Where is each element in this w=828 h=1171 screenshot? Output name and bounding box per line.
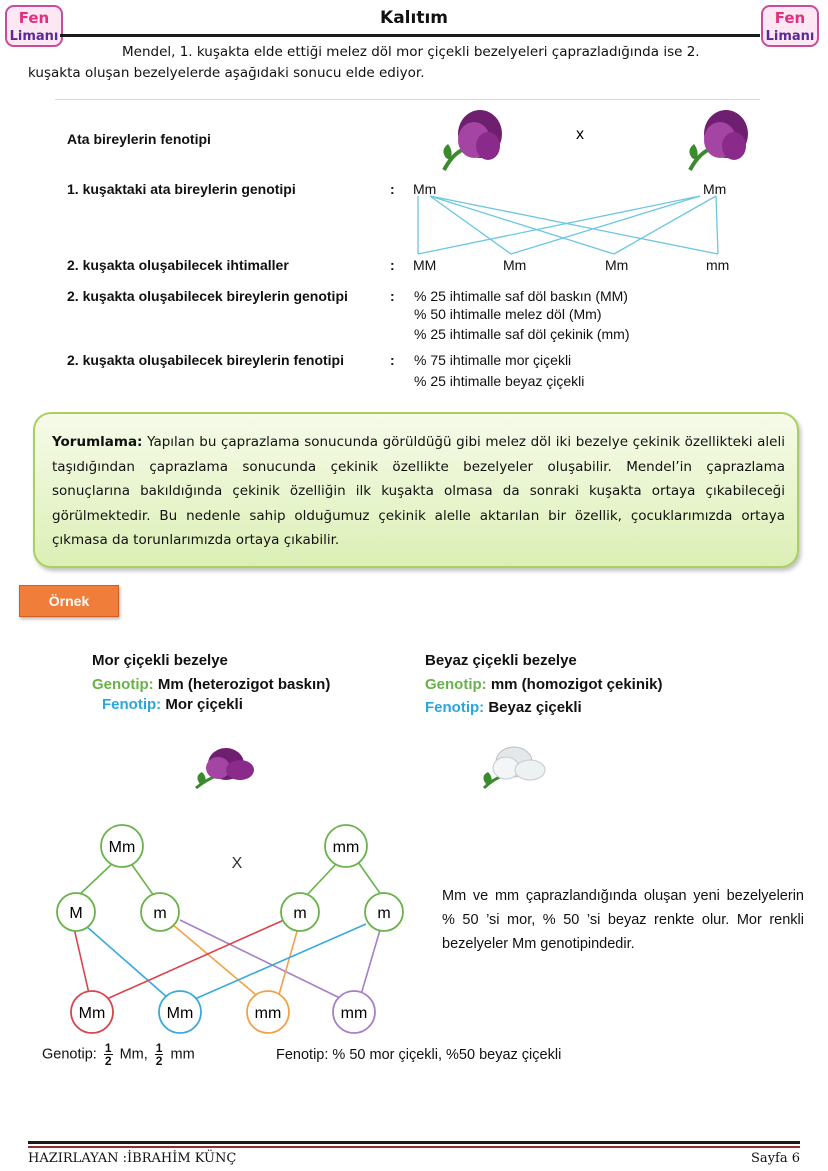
page-title: Kalıtım (380, 8, 448, 28)
logo-text-top: Fen (774, 9, 806, 27)
genotip-label: Genotip: (92, 676, 154, 693)
cross-lines (418, 196, 718, 254)
genotype-item-1: Mm, (119, 1046, 148, 1063)
node-label: m (153, 905, 167, 922)
node-label: mm (254, 1005, 282, 1022)
left-parent-title: Mor çiçekli bezelye (92, 652, 228, 669)
parent-genotype-left: Mm (413, 181, 437, 197)
fraction-numerator: 1 (155, 1041, 163, 1055)
gamete-node (365, 893, 403, 931)
footer-author: HAZIRLAYAN :İBRAHİM KÜNÇ (28, 1151, 237, 1166)
fenotip-value: Mor çiçekli (165, 696, 243, 713)
right-parent-phenotype (425, 699, 582, 716)
left-parent-phenotype (102, 696, 243, 713)
fenotip-value: Beyaz çiçekli (488, 699, 582, 716)
node-label: mm (340, 1005, 368, 1022)
fenotip-label: Fenotip: (102, 696, 162, 713)
purple-flower-icon (443, 110, 502, 170)
node-label: m (377, 905, 391, 922)
cross-symbol: x (576, 126, 584, 143)
interpretation-text (52, 430, 785, 553)
row-label-parent-genotype: 1. kuşaktaki ata bireylerin genotipi (67, 181, 296, 197)
genotype-ratio-2: % 50 ihtimalle melez döl (Mm) (414, 306, 602, 322)
right-parent-title: Beyaz çiçekli bezelye (425, 652, 577, 669)
interpretation-box (33, 412, 799, 568)
fraction (155, 1042, 164, 1067)
node-label: M (69, 905, 83, 922)
interpretation-body: Yapılan bu çaprazlama sonucunda görüldüğü gibi melez döl iki bezelye çekinik özellikteki aleli taşıdığından çaprazlama sonucunda çekinik özellikte bezelyeler oluşabilir. Mendel’in çaprazlama sonuçlarına bakıldığında çekinik özelliğin ilk kuşakta olmasa da sonraki kuşakta ortaya çıkabileceği görülmektedir. Bu nedenle sahip olduğumuz çekinik alelle aktarılan bir özellik, çocuklarımızda ortaya çıkmasa da torunlarımızda ortaya çıkabilir. (52, 434, 785, 549)
row-label-offspring-phenotype: 2. kuşakta oluşabilecek bireylerin fenotipi (67, 352, 344, 368)
fraction (104, 1042, 113, 1067)
gamete-node (281, 893, 319, 931)
cross-symbol: X (231, 855, 243, 872)
header-rule (60, 34, 760, 37)
node-label: m (293, 905, 307, 922)
parent-node-right (325, 825, 367, 867)
example-cross-diagram (40, 820, 440, 1040)
genotype-result-label: Genotip: (42, 1046, 97, 1063)
genotype-result (42, 1042, 195, 1067)
offspring-node (247, 991, 289, 1033)
offspring-node (71, 991, 113, 1033)
parent-genotype-right: Mm (703, 181, 727, 197)
phenotype-ratio-1: % 75 ihtimalle mor çiçekli (414, 352, 572, 368)
example-badge: Örnek (19, 585, 119, 617)
row-label-parent-phenotype: Ata bireylerin fenotipi (67, 131, 211, 147)
interpretation-heading: Yorumlama: (52, 434, 143, 450)
diagram-lines (74, 862, 382, 1002)
gamete-node (57, 893, 95, 931)
footer-rule-accent (28, 1146, 800, 1148)
example-explanation: Mm ve mm çaprazlandığında oluşan yeni bezelyelerin % 50 ’si mor, % 50 ’si beyaz renkte olur. Mor renkli bezelyeler Mm genotipindedir. (442, 888, 804, 952)
logo-text-top: Fen (18, 9, 50, 27)
purple-flower-icon (689, 110, 748, 170)
phenotype-result: Fenotip: % 50 mor çiçekli, %50 beyaz çiçekli (276, 1047, 562, 1063)
row-label-offspring-genotype: 2. kuşakta oluşabilecek bireylerin genotipi (67, 288, 348, 304)
fen-limani-logo-right (760, 2, 822, 50)
intro-paragraph (28, 42, 758, 84)
fenotip-label: Fenotip: (425, 699, 485, 716)
genotype-item-2: mm (170, 1046, 195, 1063)
row-colon: : (390, 352, 395, 368)
node-label: Mm (108, 839, 136, 856)
offspring-node (159, 991, 201, 1033)
intro-line-2: kuşakta oluşan bezelyelerde aşağıdaki sonucu elde ediyor. (28, 65, 425, 81)
genotip-label: Genotip: (425, 676, 487, 693)
logo-text-bottom: Limanı (9, 29, 59, 44)
footer-rule (28, 1141, 800, 1144)
genotip-value: Mm (heterozigot baskın) (157, 676, 331, 693)
outcome-4: mm (706, 257, 730, 273)
offspring-node (333, 991, 375, 1033)
logo-text-bottom: Limanı (765, 29, 815, 44)
outcome-3: Mm (605, 257, 629, 273)
row-colon: : (390, 288, 395, 304)
intro-line-1: Mendel, 1. kuşakta elde ettiği melez döl mor çiçekli bezelyeleri çaprazladığında ise 2. (122, 44, 700, 60)
fraction-denominator: 2 (104, 1054, 112, 1068)
genotip-value: mm (homozigot çekinik) (490, 676, 663, 693)
page-number: Sayfa 6 (751, 1151, 800, 1166)
fraction-numerator: 1 (104, 1041, 112, 1055)
node-label: mm (332, 839, 360, 856)
right-parent-genotype (425, 676, 663, 693)
left-parent-genotype (92, 676, 330, 693)
node-label: Mm (166, 1005, 194, 1022)
purple-flower-icon (190, 740, 262, 792)
gamete-node (141, 893, 179, 931)
outcome-2: Mm (503, 257, 527, 273)
phenotype-ratio-2: % 25 ihtimalle beyaz çiçekli (414, 373, 585, 389)
white-flower-icon (476, 740, 552, 792)
node-label: Mm (78, 1005, 106, 1022)
genotype-ratio-3: % 25 ihtimalle saf döl çekinik (mm) (414, 326, 630, 342)
outcome-1: MM (413, 257, 437, 273)
row-colon: : (390, 181, 395, 197)
row-colon: : (390, 257, 395, 273)
genotype-ratio-1: % 25 ihtimalle saf döl baskın (MM) (414, 288, 628, 304)
row-label-possibilities: 2. kuşakta oluşabilecek ihtimaller (67, 257, 289, 273)
parent-node-left (101, 825, 143, 867)
fraction-denominator: 2 (155, 1054, 163, 1068)
